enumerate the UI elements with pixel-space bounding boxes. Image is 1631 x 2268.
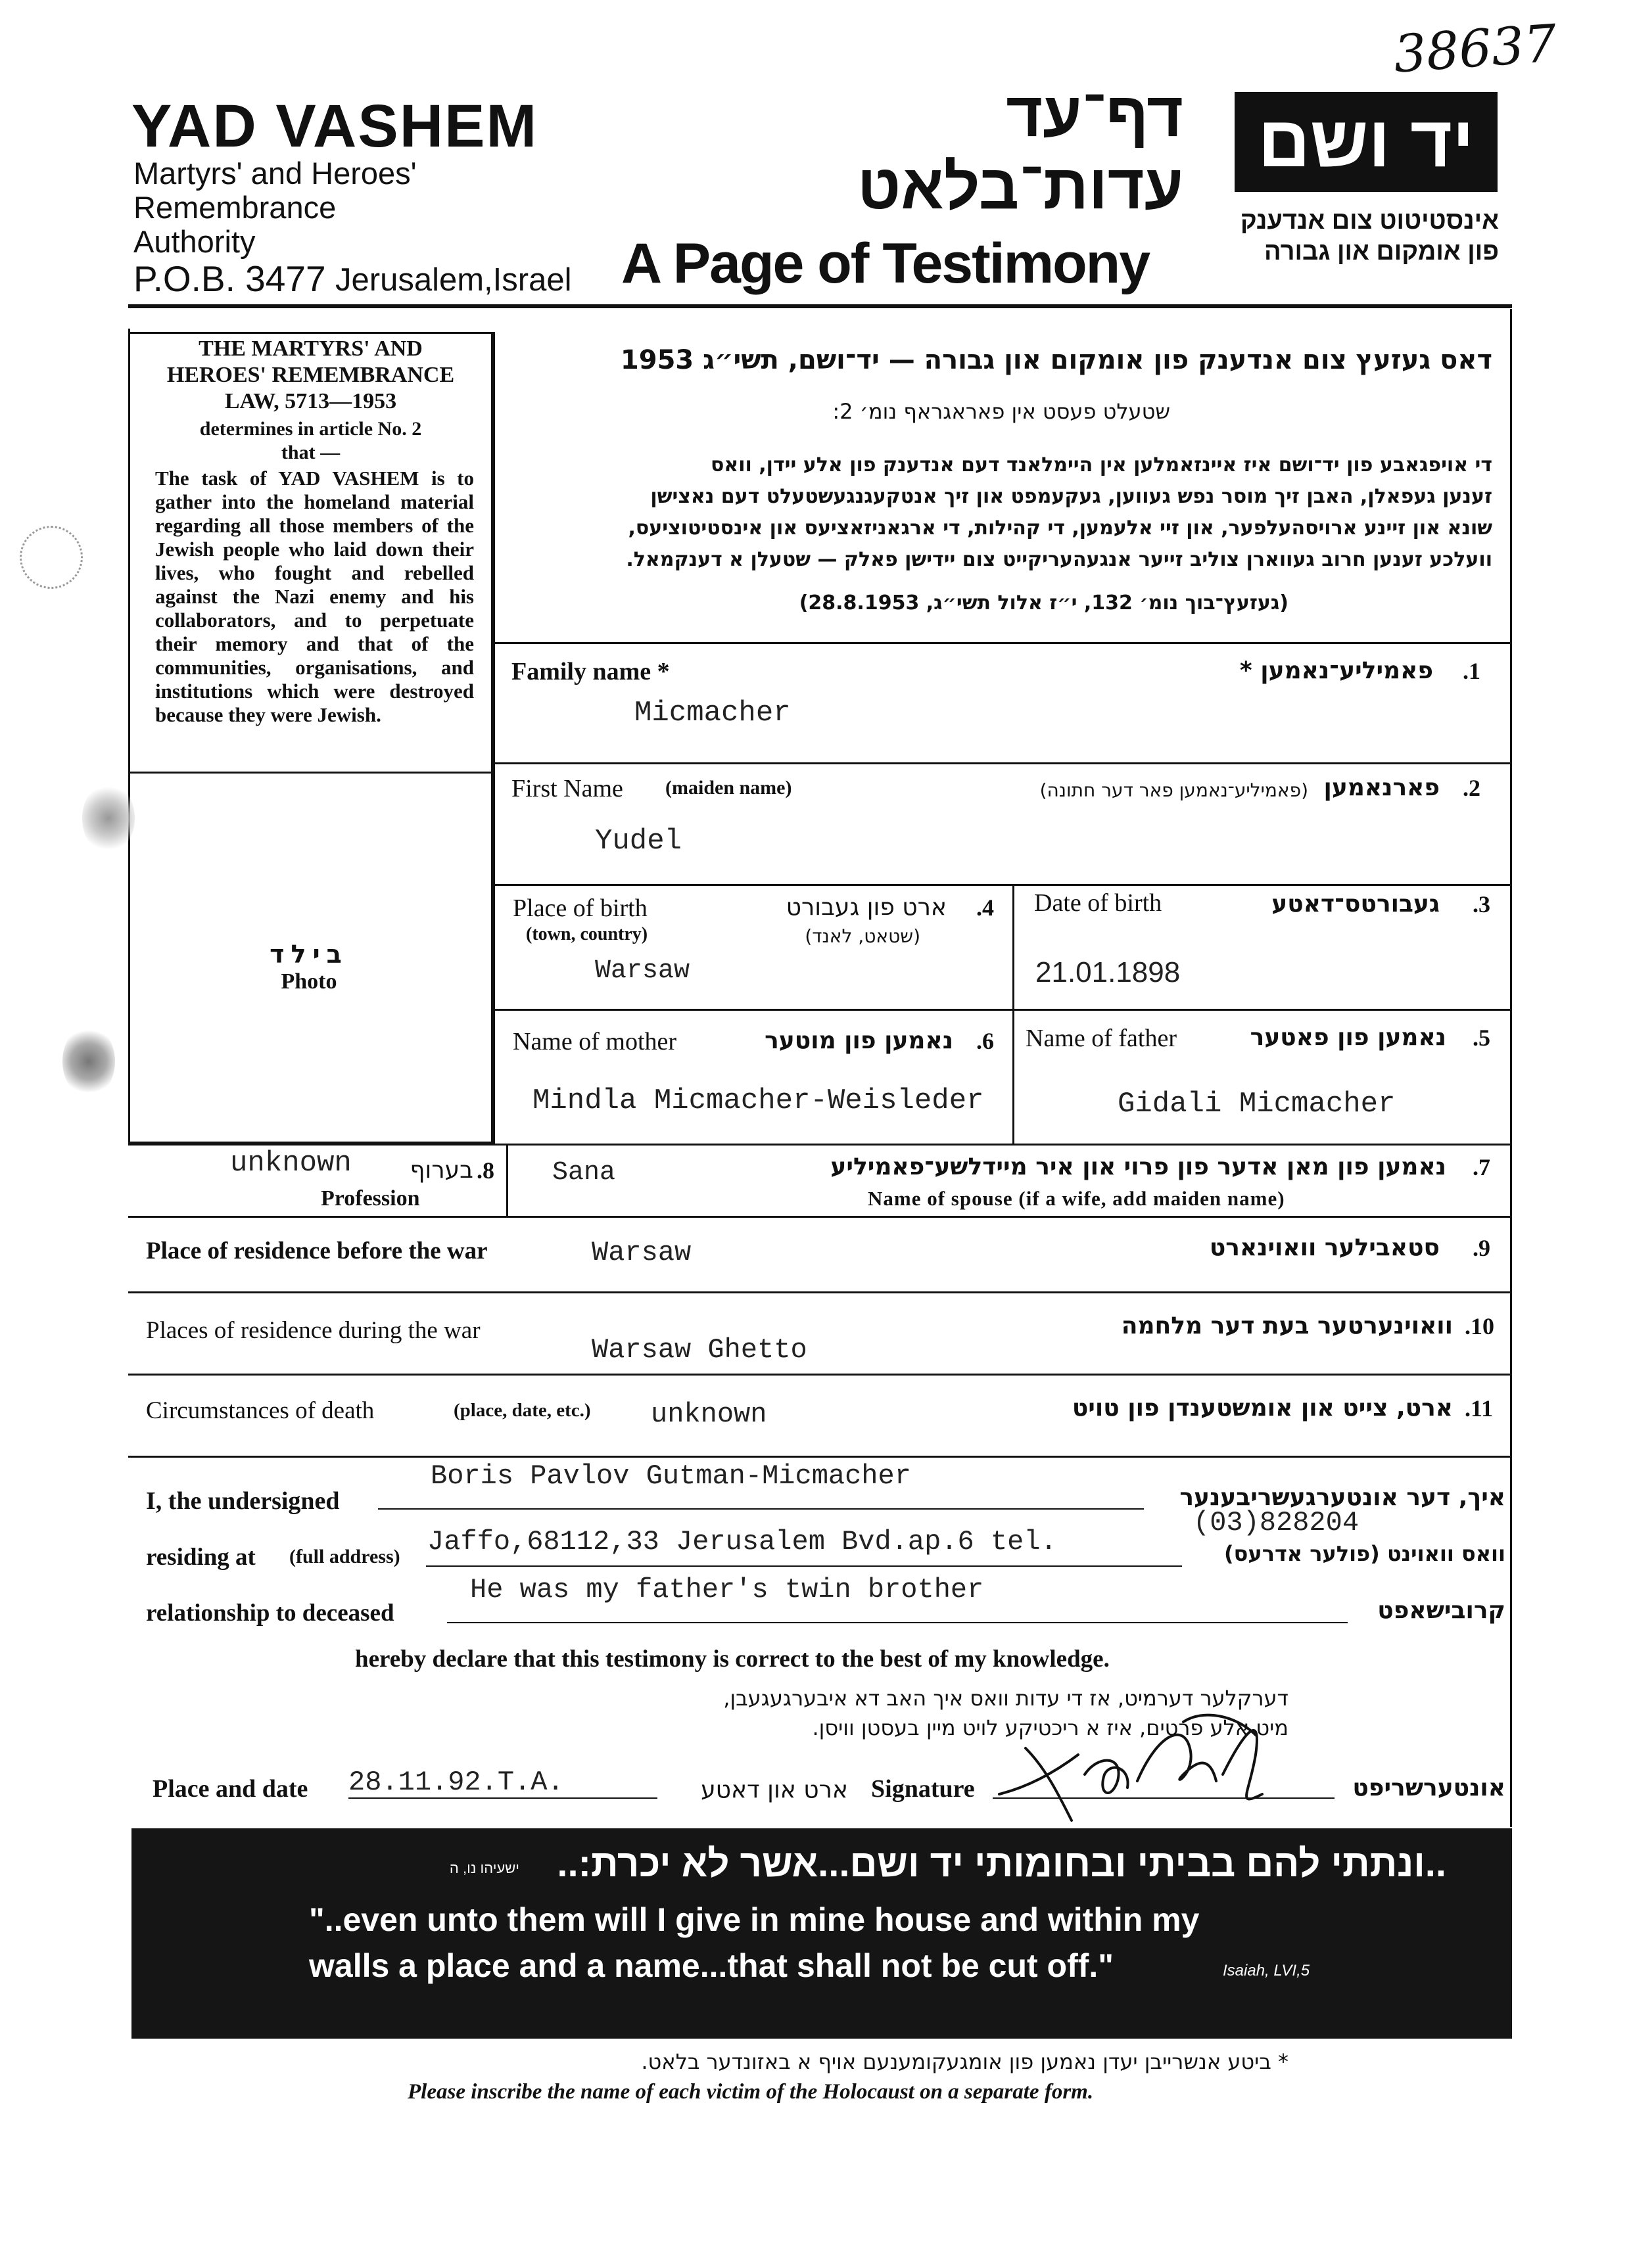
verse-english-1: "..even unto them will I give in mine house and within my <box>309 1901 1200 1938</box>
residing-sub-label: (full address) <box>289 1546 400 1567</box>
verse-hebrew: ..ונתתי להם בביתי ובחומותי יד ושם...אשר לא יכרת:.. <box>557 1842 1446 1885</box>
profession-label: Profession <box>321 1186 420 1211</box>
father-name-value[interactable]: Gidali Micmacher <box>1118 1088 1396 1121</box>
mother-name-value[interactable]: Mindla Micmacher-Weisleder <box>532 1084 984 1117</box>
residence-before-war-value[interactable]: Warsaw <box>592 1237 692 1268</box>
rule-f5-bottom <box>128 1144 1512 1146</box>
date-of-birth-value[interactable]: 21.01.1898 <box>1035 956 1181 988</box>
residence-before-war-yiddish: סטאבילער וואוינארט <box>1209 1234 1440 1261</box>
family-name-yiddish: פאמיליע־נאמען * <box>1239 657 1433 684</box>
verse-english-2: walls a place and a name...that shall not be cut off." <box>309 1947 1114 1984</box>
column-divider <box>493 332 495 1144</box>
law-line-a: determines in article No. 2 <box>199 418 422 440</box>
father-name-yiddish: נאמען פון פאטער <box>1250 1024 1446 1051</box>
rule-f11-bottom <box>128 1456 1512 1458</box>
circumstances-of-death-value[interactable]: unknown <box>651 1399 767 1430</box>
logo-subtitle-2: פון אומקום און גבורה <box>1264 238 1499 266</box>
field-number-5: .5 <box>1473 1025 1490 1051</box>
law-body: The task of YAD VASHEM is to gather into the homeland material regarding all those members of the Jewish people who laid down their lives, who fought and rebelled against the Nazi enemy and his collaborators, and to perpetuate their memory and that of the communities, organisations, and institutions which were destroyed because they were Jewish. <box>155 467 474 726</box>
page-title: A Page of Testimony <box>621 232 1150 295</box>
law-heading-1: THE MARTYRS' AND <box>199 336 423 361</box>
field-number-11: .11 <box>1465 1395 1494 1422</box>
residing-line <box>426 1565 1182 1567</box>
relationship-label: relationship to deceased <box>146 1600 394 1627</box>
po-box: P.O.B. 3477 <box>133 258 326 299</box>
relationship-yiddish: קרובישאפט <box>1377 1597 1505 1624</box>
first-name-value[interactable]: Yudel <box>595 825 682 858</box>
spouse-name-value[interactable]: Sana <box>552 1158 616 1188</box>
place-of-birth-label: Place of birth <box>513 894 648 922</box>
law-yiddish-6: וועלכע זענען חרוב געווארן צוליב זייער אנגעהעריקייט צום יידישן פאלק — שטעלן א דענקמאל. <box>626 548 1492 571</box>
signature[interactable] <box>986 1696 1302 1827</box>
photo-label-yiddish: בילד <box>270 940 348 969</box>
place-of-birth-yiddish: ארט פון געבורט <box>786 894 947 921</box>
f7-f8-divider <box>506 1144 508 1216</box>
header-rule <box>128 304 1512 308</box>
residence-before-war-label: Place of residence before the war <box>146 1238 488 1264</box>
rule-f3-bottom <box>493 1009 1512 1011</box>
residing-yiddish: וואס וואוינט (פולער אדרעס) <box>1224 1541 1505 1566</box>
first-name-label: First Name <box>511 775 623 802</box>
place-date-value[interactable]: 28.11.92.T.A. <box>348 1767 564 1798</box>
law-yiddish-5: שונא און זיינע ארויסהעלפער, און זיי אלעמען, די קהילות, די ארגאניזאציעס און אינסטיטוציעס, <box>628 517 1492 540</box>
field-number-6: .6 <box>976 1028 994 1054</box>
circumstances-of-death-label: Circumstances of death <box>146 1397 375 1424</box>
fingerprint-mark <box>82 782 135 854</box>
photo-label: Photo <box>281 969 337 994</box>
field-number-2: .2 <box>1463 775 1480 801</box>
law-heading-2: HEROES' REMEMBRANCE <box>166 363 455 387</box>
spouse-name-yiddish: נאמען פון מאן אדער פון פרוי און איר מיידלשע־פאמיליע <box>830 1153 1446 1180</box>
residing-phone[interactable]: (03)828204 <box>1193 1507 1359 1539</box>
field-number-4: .4 <box>976 894 994 921</box>
profession-yiddish: בערוף <box>410 1157 473 1184</box>
signature-yiddish: אונטערשריפט <box>1352 1774 1505 1801</box>
declaration-yiddish-1: דערקלער דערמיט, אז די עדות וואס איך האב דא איבערגעגעבן, <box>723 1686 1288 1711</box>
rule-f1-bottom <box>493 762 1512 764</box>
fingerprint-mark <box>62 1025 115 1098</box>
verse-reference: Isaiah, LVI,5 <box>1223 1962 1310 1979</box>
field-number-3: .3 <box>1473 891 1490 917</box>
footer-yiddish: * ביטע אנשרייבן יעדן נאמען פון אומגעקומענעם אויף א באזונדער בלאט. <box>641 2049 1288 2074</box>
residence-during-war-label: Places of residence during the war <box>146 1317 481 1344</box>
law-yiddish-1: דאס געזעץ צום אנדענק פון אומקום און גבורה — יד־ושם, תשי״ג 1953 <box>620 345 1492 375</box>
rule-f9-bottom <box>128 1291 1512 1293</box>
logo-text: יד ושם <box>1258 101 1475 182</box>
law-yiddish-4: זענען געפאלן, האבן זיך מוסר נפש געווען, געקעמפט און זיך אנטקעגנגעשטעלט דעם נאצישן <box>650 485 1492 508</box>
declaration-yiddish-2: מיט אלע פרטים, איז א ריכטיקע לויט מיין בעסטן וויסן. <box>812 1715 1288 1740</box>
signature-label: Signature <box>871 1775 975 1803</box>
org-line-1: Martyrs' and Heroes' <box>133 156 417 191</box>
footer-english: Please inscribe the name of each victim of the Holocaust on a separate form. <box>408 2080 1094 2104</box>
yad-vashem-logo <box>1235 92 1498 192</box>
rule-law-bottom <box>493 642 1512 644</box>
mother-name-label: Name of mother <box>513 1028 677 1055</box>
scan-smudge <box>20 526 83 589</box>
place-of-birth-value[interactable]: Warsaw <box>595 956 690 986</box>
title-yiddish-2: עדות־בלאט <box>857 152 1183 222</box>
undersigned-label: I, the undersigned <box>146 1487 340 1515</box>
field-number-7: .7 <box>1473 1154 1490 1180</box>
father-name-label: Name of father <box>1026 1025 1177 1052</box>
place-of-birth-sub-label: (town, country) <box>526 924 648 944</box>
mother-name-yiddish: נאמען פון מוטער <box>765 1027 953 1054</box>
archive-number: 38637 <box>1392 14 1559 85</box>
law-line-b: that — <box>281 442 341 463</box>
circumstances-of-death-sub-label: (place, date, etc.) <box>454 1400 591 1421</box>
place-date-yiddish: ארט און דאטע <box>701 1776 848 1803</box>
relationship-value[interactable]: He was my father's twin brother <box>470 1574 984 1606</box>
first-name-yiddish-sub: (פאמיליע־נאמען פאר דער חתונה) <box>1039 779 1308 801</box>
law-heading-3: LAW, 5713—1953 <box>224 389 397 413</box>
undersigned-line <box>378 1508 1144 1510</box>
law-yiddish-3: די אויפגאבע פון יד־ושם איז איינזאמלען אין היימלאנד דעם אנדענק פון אלע יידן, וואס <box>711 453 1492 476</box>
residence-during-war-yiddish: וואוינערטער בעת דער מלחמה <box>1121 1312 1453 1339</box>
spouse-name-label: Name of spouse (if a wife, add maiden name) <box>868 1187 1285 1210</box>
place-date-label: Place and date <box>153 1775 308 1803</box>
field-number-10: .10 <box>1465 1313 1494 1339</box>
undersigned-name[interactable]: Boris Pavlov Gutman-Micmacher <box>431 1460 911 1492</box>
undersigned-yiddish: איך, דער אונטערגעשריבענער <box>1179 1484 1505 1511</box>
first-name-yiddish: פארנאמען <box>1323 774 1440 801</box>
family-name-value[interactable]: Micmacher <box>634 697 791 729</box>
field-number-8: .8 <box>477 1157 494 1184</box>
residing-address[interactable]: Jaffo,68112,33 Jerusalem Bvd.ap.6 tel. <box>427 1526 1057 1558</box>
org-line-2: Remembrance <box>133 190 337 225</box>
city: Jerusalem,Israel <box>335 262 572 298</box>
verse-hebrew-reference: ישעיהו נו, ה <box>449 1860 519 1876</box>
field-number-9: .9 <box>1473 1235 1490 1261</box>
circumstances-of-death-yiddish: ארט, צייט און אומשטענדן פון טויט <box>1072 1395 1453 1422</box>
residing-label: residing at <box>146 1544 256 1571</box>
org-name: YAD VASHEM <box>131 93 538 160</box>
relationship-line <box>447 1622 1348 1623</box>
rule-f2-bottom <box>493 884 1512 886</box>
law-yiddish-2: שטעלט פעסט אין פאראגראף נומ׳ 2: <box>832 399 1170 424</box>
f3-f4-divider <box>1012 884 1014 1144</box>
date-of-birth-label: Date of birth <box>1034 889 1162 917</box>
residence-during-war-value[interactable]: Warsaw Ghetto <box>592 1334 807 1366</box>
date-of-birth-yiddish: געבורטס־דאטע <box>1271 891 1440 917</box>
field-number-1: .1 <box>1463 658 1480 684</box>
family-name-label: Family name * <box>511 658 670 685</box>
title-yiddish-1: דף־עד <box>1006 80 1183 150</box>
first-name-sub-label: (maiden name) <box>665 777 792 798</box>
place-of-birth-yiddish-sub: (שטאט, לאנד) <box>805 925 920 947</box>
org-line-3: Authority <box>133 224 256 259</box>
rule-f10-bottom <box>128 1374 1512 1376</box>
declaration-text: hereby declare that this testimony is correct to the best of my knowledge. <box>355 1646 1110 1673</box>
profession-value[interactable]: unknown <box>230 1147 352 1180</box>
law-yiddish-7: (געזעץ־בוך נומ׳ 132, י״ז אלול תשי״ג, 28.8.1953) <box>799 591 1288 614</box>
logo-subtitle-1: אינסטיטוט צום אנדענק <box>1240 207 1499 235</box>
frame-right <box>1510 309 1512 1827</box>
rule-f7-bottom <box>128 1216 1512 1218</box>
